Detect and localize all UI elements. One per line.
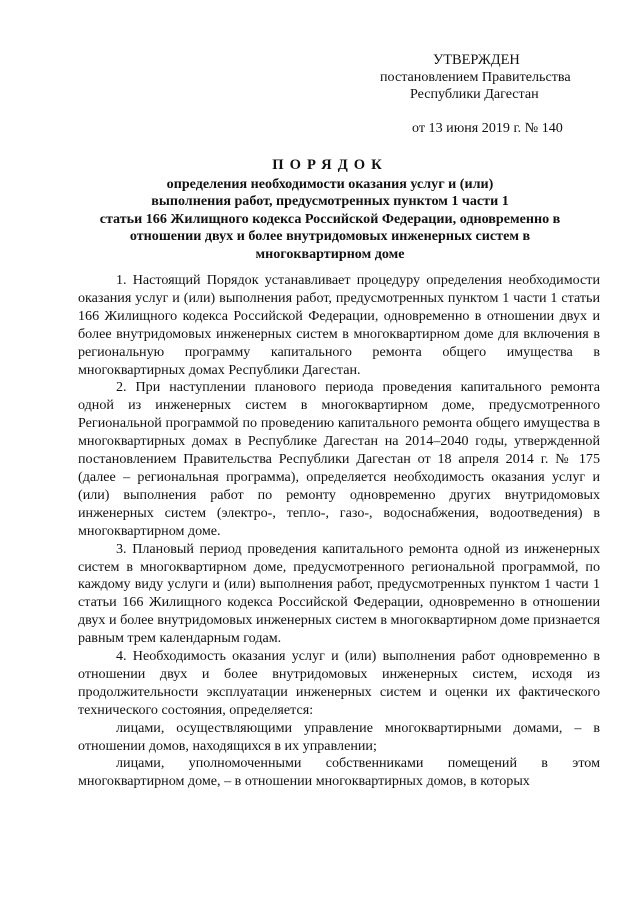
document-title [60,157,600,263]
document-body [78,272,600,791]
title-heading: ПОРЯДОК [272,157,388,173]
approval-by-line: постановлением Правительства [380,69,571,85]
title-line: определения необходимости оказания услуг и (или) [166,175,494,192]
title-line: выполнения работ, предусмотренных пунктом 1 части 1 [151,193,509,209]
paragraph-4: 4. Необходимость оказания услуг и (или) выполнения работ одновременно в отношении двух и более внутридомовых инженерных систем, исходя из продолжительности эксплуатации инженерных систем и оценки их фактического технического состояния, определяется: [78,648,600,718]
approval-government-line: Республики Дагестан [410,86,539,102]
paragraph-2: 2. При наступлении планового периода проведения капитального ремонта одной из инженерных систем в многоквартирном доме, предусмотренного Региональной программой по проведению капитального ремонта общего имущества в многоквартирных домах в Республике Дагестан на 2014–2040 годы, утвержденной постановлением Правительства Республики Дагестан от 18 апреля 2014 г. № 175 (далее – региональная программа), определяется необходимость оказания услуг и (или) выполнения работ по ремонту одновременно других внутридомовых инженерных систем (электро-, тепло-, газо-, водоснабжения, водоотведения) в многоквартирном доме. [78,379,600,539]
title-line: отношении двух и более внутридомовых инженерных систем в [129,228,531,244]
approval-date-number: от 13 июня 2019 г. № 140 [412,120,563,136]
paragraph-4-item-1: лицами, осуществляющими управление многоквартирными домами, – в отношении домов, находящихся в их управлении; [78,719,600,754]
paragraph-1: 1. Настоящий Порядок устанавливает процедуру определения необходимости оказания услуг и (или) выполнения работ, предусмотренных пунктом 1 части 1 статьи 166 Жилищного кодекса Российской Федерации, одновременно в отношении двух и более внутридомовых инженерных систем в многоквартирном доме для включения в региональную программу капитального ремонта общего имущества в многоквартирных домах Республики Дагестан. [78,272,600,378]
title-line: статьи 166 Жилищного кодекса Российской Федерации, одновременно в [99,210,561,227]
approval-heading: УТВЕРЖДЕН [433,52,520,68]
paragraph-4-item-2: лицами, уполномоченными собственниками помещений в этом многоквартирном доме, – в отношении многоквартирных домов, в которых [78,755,600,790]
paragraph-3: 3. Плановый период проведения капитального ремонта одной из инженерных систем в многоквартирном доме, предусмотренного региональной программой, по каждому виду услуги и (или) выполнения работ, предусмотренных пунктом 1 части 1 статьи 166 Жилищного кодекса Российской Федерации, одновременно в отношении двух и более внутридомовых инженерных систем в многоквартирном доме признается равным трем календарным годам. [78,540,600,647]
approval-stamp [372,52,612,137]
title-line: многоквартирном доме [255,245,405,262]
